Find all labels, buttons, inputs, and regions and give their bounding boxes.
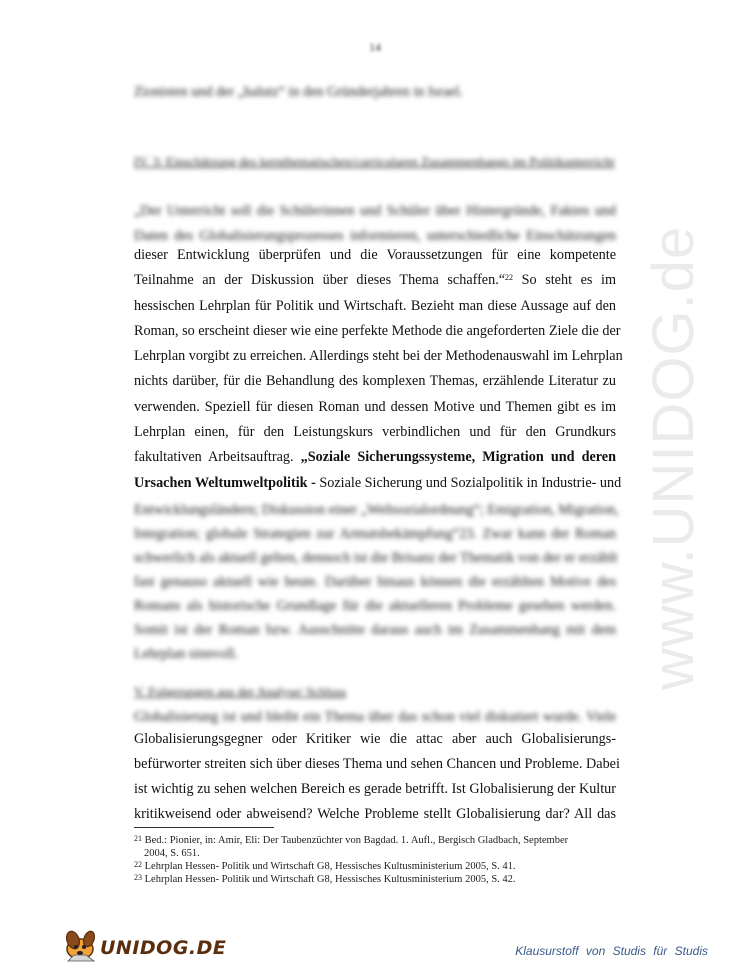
- body-line: Roman, so erscheint dieser wie eine perfekte Methode die angeforderten Ziele die der: [134, 323, 621, 339]
- body-line: Lehrplan sinnvoll.: [134, 646, 239, 662]
- unidog-logo[interactable]: [60, 925, 227, 965]
- watermark: www.UNIDOG.de: [641, 225, 706, 690]
- logo-text: UNIDOG.DE: [100, 937, 227, 959]
- body-line: Daten des Globalisierungsprozesses informieren, unterschiedliche Einschätzungen: [134, 228, 616, 244]
- body-line: befürworter streiten sich über dieses Thema und sehen Chancen und Probleme. Dabei: [134, 756, 620, 772]
- body-text: So steht es im: [513, 272, 616, 288]
- body-line: Integration; globale Strategien zur Armutsbekämpfung“23. Zwar kann der Roman: [134, 526, 616, 542]
- body-line: verwenden. Speziell für diesen Roman und dessen Motive und Themen gibt es im: [134, 399, 616, 415]
- body-line: [134, 445, 616, 469]
- body-line: Globalisierung ist und bleibt ein Thema über das schon viel diskutiert wurde. Viele: [134, 709, 616, 725]
- body-line: kritikweisend oder abweisend? Welche Probleme stellt Globalisierung dar? All das: [134, 806, 616, 822]
- body-line: Entwicklungsländern; Diskussion einer „Weltsozialordnung“; Emigration, Migration,: [134, 502, 619, 518]
- body-line: ist wichtig zu sehen welchen Bereich es gerade betrifft. Ist Globalisierung der Kultur: [134, 781, 616, 797]
- body-line: schwerlich als aktuell gelten, dennoch ist die Brisanz der Thematik von der er erzählt: [134, 550, 618, 566]
- footnote-21: [134, 834, 616, 847]
- body-line: [134, 471, 622, 495]
- footnote-mark: 22: [134, 860, 142, 869]
- footnote-text: Lehrplan Hessen- Politik und Wirtschaft G8, Hessisches Kultusministerium 2005, S. 42.: [142, 874, 516, 885]
- section-heading-v: V. Folgerungen aus der Analyse/ Schluss: [134, 684, 347, 699]
- footnote-divider: [134, 827, 274, 828]
- body-line: Lehrplan vorgibt zu erreichen. Allerdings steht bei der Methodenauswahl im Lehrplan: [134, 348, 623, 364]
- body-line: [134, 268, 616, 292]
- footnote-21-cont: [134, 847, 616, 860]
- body-line: hessischen Lehrplan für Politik und Wirtschaft. Bezieht man diese Aussage auf den: [134, 298, 616, 314]
- footnote-ref-22: 22: [505, 273, 514, 282]
- body-line: Somit ist der Roman bzw. Ausschnitte daraus auch im Zusammenhang mit dem: [134, 622, 616, 638]
- body-line: Lehrplan einen, für den Leistungskurs verbindlichen und für den Grundkurs: [134, 424, 616, 440]
- body-line: dieser Entwicklung überprüfen und die Voraussetzungen für eine kompetente: [134, 247, 616, 263]
- body-text: fakultativen Arbeitsauftrag.: [134, 449, 301, 465]
- footnote-text: Lehrplan Hessen- Politik und Wirtschaft G8, Hessisches Kultusministerium 2005, S. 41.: [142, 861, 516, 872]
- footer-tagline: Klausurstoff von Studis für Studis: [515, 944, 708, 958]
- footnote-text: 2004, S. 651.: [144, 848, 200, 859]
- body-line: fast genauso aktuell wie heute. Darüber hinaus können die erzählten Motive des: [134, 574, 616, 590]
- body-line: nichts darüber, für die Behandlung des komplexen Themas, erzählende Literatur zu: [134, 373, 616, 389]
- section-heading-iv-3: IV. 3: Einschätzung des kernthematischen/curricularen Zusammenhangs im Politikunterricht: [134, 154, 615, 169]
- page-number: 14: [369, 40, 381, 54]
- body-text: Soziale Sicherung und Sozialpolitik in Industrie- und: [315, 475, 622, 491]
- bold-quote: Ursachen Weltumweltpolitik -: [134, 475, 316, 491]
- footnote-22: [134, 860, 616, 873]
- bold-quote: „Soziale Sicherungssysteme, Migration und deren: [300, 449, 616, 465]
- dog-icon: [60, 925, 102, 965]
- footnote-mark: 23: [134, 873, 142, 882]
- body-line: Zionisten und der „halutz“ in den Gründerjahren in Israel.: [134, 84, 463, 100]
- body-line: Globalisierungsgegner oder Kritiker wie die attac aber auch Globalisierungs-: [134, 731, 616, 747]
- body-line: „Der Unterricht soll die Schülerinnen und Schüler über Hintergründe, Fakten und: [134, 203, 616, 219]
- body-line: Romans als historische Grundlage für die aktuelleren Probleme gesehen werden.: [134, 598, 616, 614]
- footnote-mark: 21: [134, 834, 142, 843]
- footnote-23: [134, 873, 616, 886]
- body-text: Teilnahme an der Diskussion über dieses Thema schaffen.“: [134, 272, 506, 288]
- footnote-text: Bed.: Pionier, in: Amir, Eli: Der Taubenzüchter von Bagdad. 1. Aufl., Bergisch Gladbach, September: [142, 835, 569, 846]
